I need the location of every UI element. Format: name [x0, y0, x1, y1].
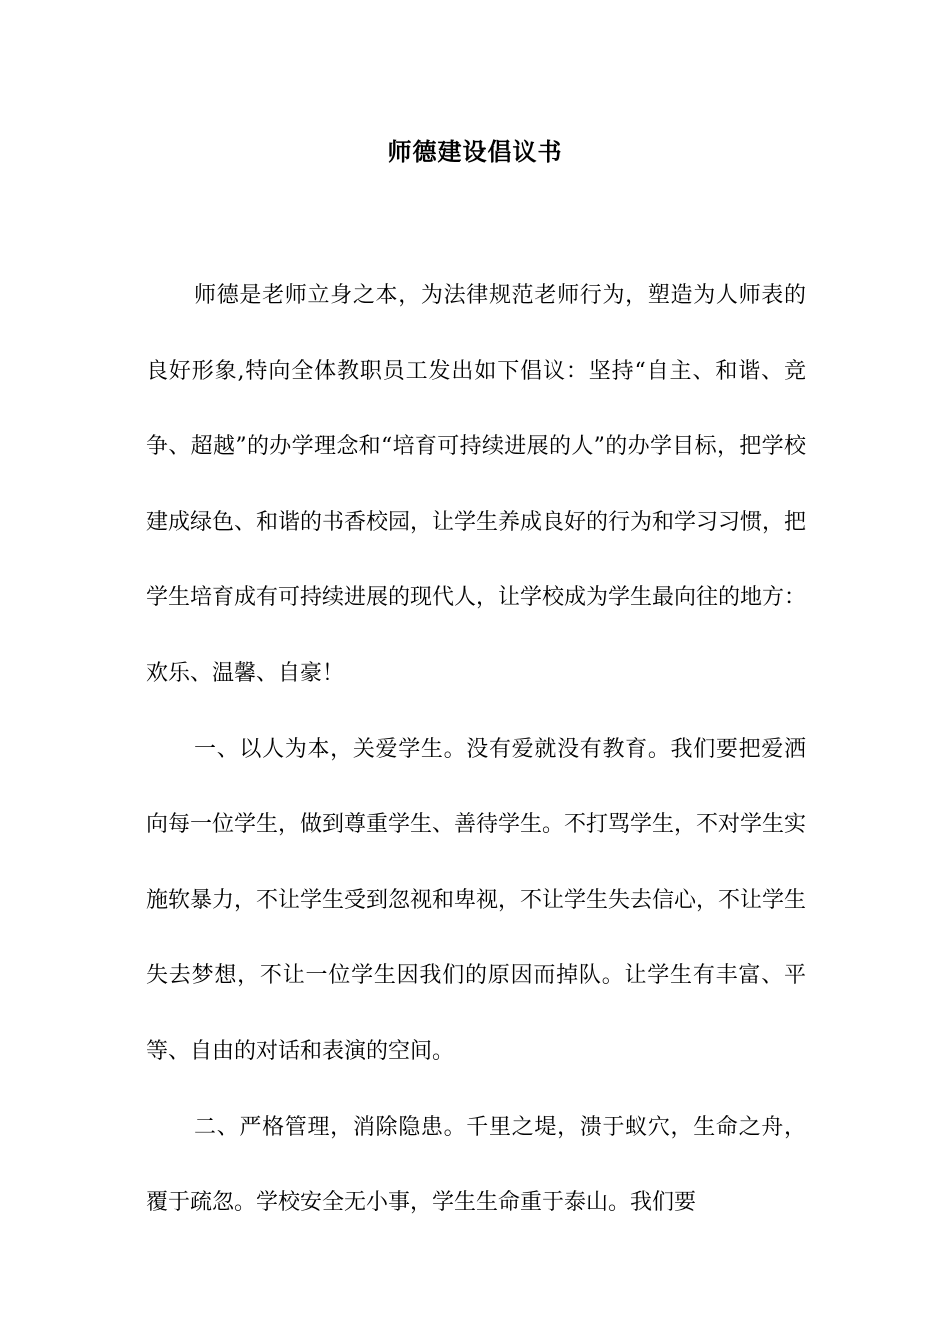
paragraph-intro: 师德是老师立身之本，为法律规范老师行为，塑造为人师表的良好形象,特向全体教职员工发出如下倡议：坚持“自主、和谐、竞争、超越”的办学理念和“培育可持续进展的人”的办学目标，把学校建成绿色、和谐的书香校园，让学生养成良好的行为和学习习惯，把学生培育成有可持续进展的现代人，让学校成为学生最向往的地方：欢乐、温馨、自豪！: [146, 283, 807, 686]
document-title: 师德建设倡议书: [387, 137, 563, 166]
paragraph-strict-management: 二、严格管理，消除隐患。千里之堤，溃于蚁穴，生命之舟，覆于疏忽。学校安全无小事，学生生命重于泰山。我们要: [146, 1114, 806, 1216]
paragraph-care-students: 一、以人为本，关爱学生。没有爱就没有教育。我们要把爱洒向每一位学生，做到尊重学生、善待学生。不打骂学生，不对学生实施软暴力，不让学生受到忽视和卑视，不让学生失去信心，不让学生失去梦想，不让一位学生因我们的原因而掉队。让学生有丰富、平等、自由的对话和表演的空间。: [146, 736, 807, 1064]
document-body: [146, 258, 806, 1241]
